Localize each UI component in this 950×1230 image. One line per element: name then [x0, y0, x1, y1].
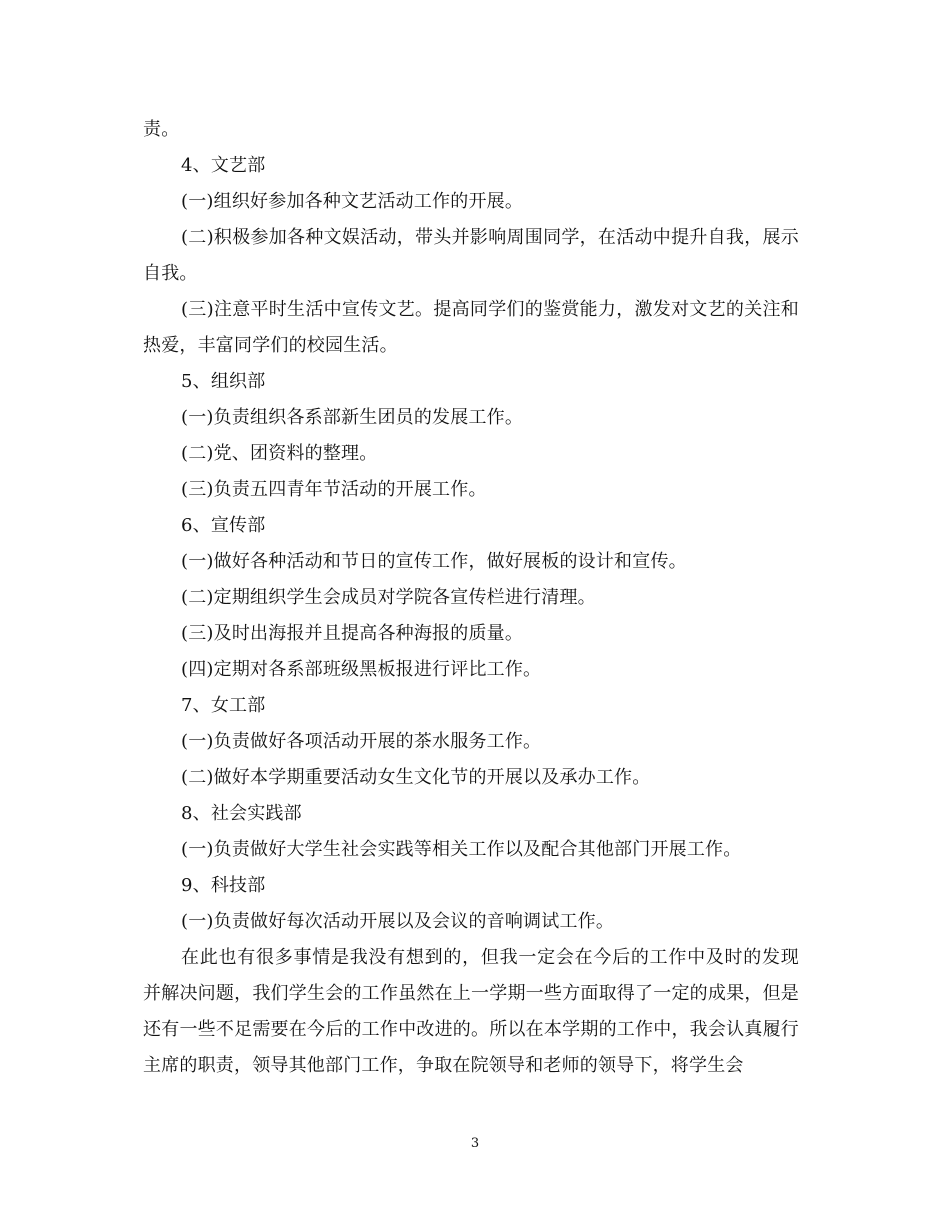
paragraph: 责。 [143, 119, 180, 140]
paragraph: (一)负责做好每次活动开展以及会议的音响调试工作。 [181, 911, 615, 932]
paragraph: (一)负责组织各系部新生团员的发展工作。 [181, 407, 524, 428]
paragraph: (三)负责五四青年节活动的开展工作。 [181, 479, 487, 500]
paragraph: (三)注意平时生活中宣传文艺。提高同学们的鉴赏能力，激发对文艺的关注和热爱，丰富同学们的校园生活。 [143, 299, 799, 356]
section-heading-organization: 5、组织部 [181, 371, 266, 392]
paragraph: (四)定期对各系部班级黑板报进行评比工作。 [181, 659, 542, 680]
paragraph: (一)做好各种活动和节日的宣传工作，做好展板的设计和宣传。 [181, 551, 687, 572]
section-heading-social-practice: 8、社会实践部 [181, 803, 302, 824]
paragraph: (二)积极参加各种文娱活动，带头并影响周围同学，在活动中提升自我，展示自我。 [143, 227, 799, 284]
paragraph: (一)负责做好大学生社会实践等相关工作以及配合其他部门开展工作。 [181, 839, 742, 860]
paragraph: (一)组织好参加各种文艺活动工作的开展。 [181, 191, 524, 212]
paragraph: (二)做好本学期重要活动女生文化节的开展以及承办工作。 [181, 767, 651, 788]
paragraph: (二)党、团资料的整理。 [181, 443, 378, 464]
section-heading-technology: 9、科技部 [181, 875, 266, 896]
page-number: 3 [470, 1136, 480, 1151]
paragraph: (一)负责做好各项活动开展的茶水服务工作。 [181, 731, 542, 752]
section-heading-publicity: 6、宣传部 [181, 515, 266, 536]
closing-paragraph: 在此也有很多事情是我没有想到的，但我一定会在今后的工作中及时的发现并解决问题，我们学生会的工作虽然在上一学期一些方面取得了一定的成果，但是还有一些不足需要在今后的工作中改进的。所以在本学期的工作中，我会认真履行主席的职责，领导其他部门工作，争取在院领导和老师的领导下，将学生会 [143, 947, 799, 1076]
paragraph: (三)及时出海报并且提高各种海报的质量。 [181, 623, 524, 644]
section-heading-women: 7、女工部 [181, 695, 266, 716]
paragraph: (二)定期组织学生会成员对学院各宣传栏进行清理。 [181, 587, 596, 608]
section-heading-arts: 4、文艺部 [181, 155, 266, 176]
document-body [143, 112, 799, 1084]
